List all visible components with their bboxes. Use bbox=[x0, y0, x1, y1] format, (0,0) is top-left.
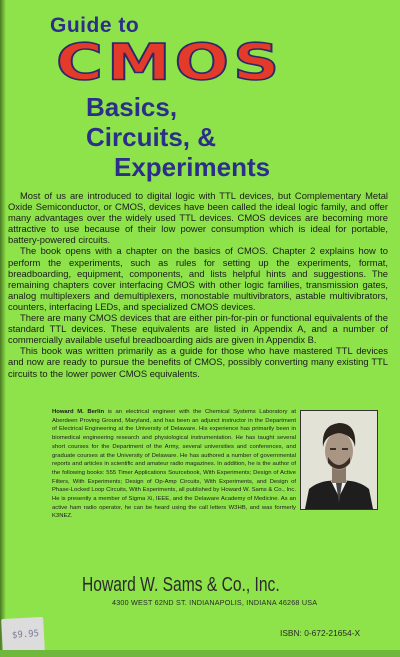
description-paragraph: Most of us are introduced to digital logic with TTL devices, but Complementary Metal Oxide Semiconductor, or CMOS, devices have been called the ideal logic family, and offer many advantages over the widely used TTL devices. CMOS devices are becoming more attractive to use because of their low power consumption which is ideal for portable, battery-powered circuits. bbox=[8, 190, 388, 246]
subtitle-line-3: Experiments bbox=[114, 152, 271, 182]
description-paragraph: There are many CMOS devices that are either pin-for-pin or functional equivalents of the standard TTL devices. These equivalents are listed in Appendix A, and a number of commercially available useful breadboarding aids are given in Appendix B. bbox=[8, 312, 388, 346]
cmos-title: CMOS bbox=[56, 34, 284, 92]
price-sticker-text: $9.95 bbox=[11, 629, 40, 641]
description-paragraph: This book was written primarily as a guide for those who have mastered TTL devices and now are ready to pursue the benefits of CMOS, possibly converting many existing TTL circuits to the lower power CMOS equivalents. bbox=[8, 345, 388, 379]
author-bio-text: is an electrical engineer with the Chemical Systems Laboratory at Aberdeen Proving Ground, Maryland, and has been an adjunct instructor in the Department of Electrical Engineering at the University of Delaware. His experience has primarily been in biomedical engineering research and physiological instrumentation. He has taught several short courses for the Department of the Army, several universities and conferences, and graduate courses at the University of Delaware. He has authored a number of governmental reports and articles in scientific and amateur radio magazines. In addition, he is the author of the following books: 555 Timer Applications Sourcebook, With Experiments; Design of Active Filters, With Experiments; Design of Op-Amp Circuits, With Experiments, and Design of Phase-Locked Loop Circuits, With Experiments, all published by Howard W. Sams & Co., Inc. He is presently a member of Sigma Xi, IEEE, and the Delaware Academy of Medicine. As an active ham radio operator, he can be heard using the call letters W3HB, and was formerly K3NEZ. bbox=[52, 409, 296, 520]
cover-edge bbox=[0, 0, 6, 657]
description-paragraph: The book opens with a chapter on the basics of CMOS. Chapter 2 explains how to perform the experiments, such as rules for setting up the experiments, format, breadboarding, equipment, components, and lists helpful hints and suggestions. The remaining chapters cover interfacing CMOS with other logic families, transmission gates, analog multiplexers and demultiplexers, monostable multivibrators, astable multivibrators, counters, interfacing LEDs, and specialized CMOS devices. bbox=[8, 245, 388, 312]
book-description bbox=[8, 190, 388, 379]
cover-bottom-edge bbox=[0, 650, 400, 657]
isbn-number: ISBN: 0-672-21654-X bbox=[280, 628, 361, 638]
publisher-name: Howard W. Sams & Co., Inc. bbox=[82, 574, 280, 596]
publisher-address: 4300 WEST 62ND ST. INDIANAPOLIS, INDIANA 46268 USA bbox=[112, 598, 318, 607]
subtitle-line-1: Basics, bbox=[86, 92, 178, 122]
author-name: Howard M. Berlin bbox=[52, 409, 105, 415]
author-photo bbox=[300, 410, 378, 510]
subtitle-line-2: Circuits, & bbox=[86, 122, 217, 152]
author-bio bbox=[52, 408, 296, 521]
guide-to-label: Guide to bbox=[50, 14, 140, 37]
